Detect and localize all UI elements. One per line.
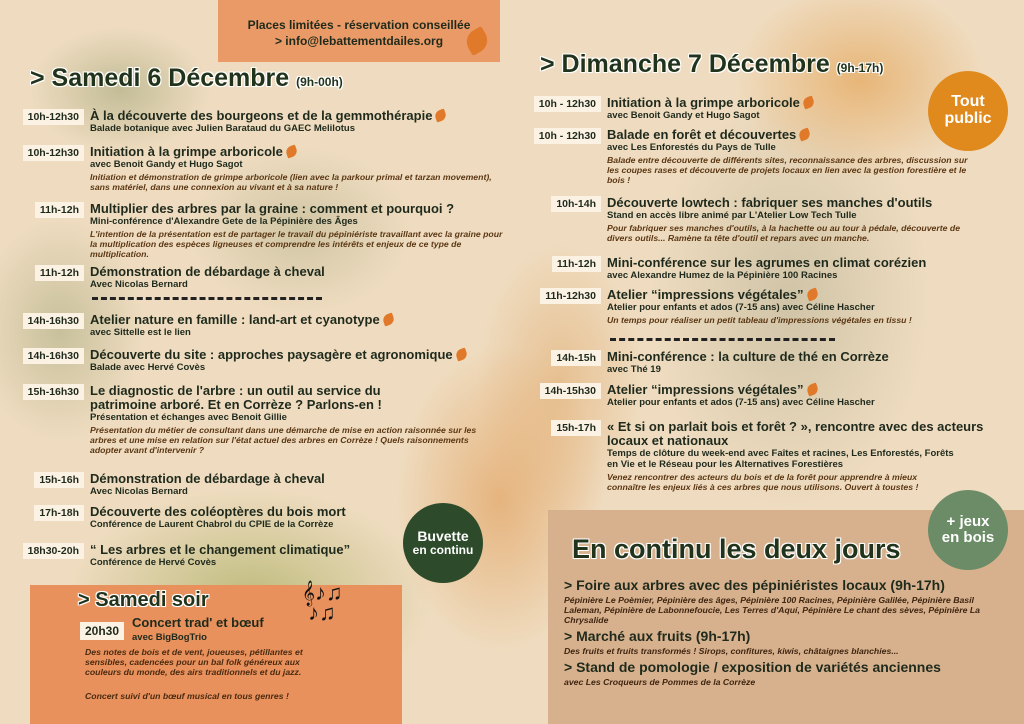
event-description: Initiation et démonstration de grimpe arboricole (lien avec la parkour primal et tarzan movement), sans matériel, dans une connexion au vivant et à sa nature ! xyxy=(90,172,492,192)
event xyxy=(27,383,477,455)
event xyxy=(27,144,510,192)
event-time: 15h-16h xyxy=(34,472,84,488)
notice-email: > info@lebattementdailes.org xyxy=(274,34,444,48)
event-title: Concert trad' et bœuf xyxy=(132,615,264,630)
event-subtitle: Avec Nicolas Bernard xyxy=(90,486,188,497)
event-title: Le diagnostic de l'arbre : un outil au service du patrimoine arboré. Et en Corrèze ? Parlons-en ! xyxy=(90,383,382,412)
saturday-hours: (9h-00h) xyxy=(296,75,343,89)
continuous-item-title: > Marché aux fruits (9h-17h) xyxy=(564,628,751,644)
event-title: Découverte du site : approches paysagère et agronomique xyxy=(90,347,453,362)
event-title: Atelier “impressions végétales” xyxy=(607,382,804,397)
event-time: 14h-16h30 xyxy=(23,348,84,364)
event-subtitle: Conférence de Laurent Chabrol du CPIE de la Corrèze xyxy=(90,519,334,530)
event-subtitle: Balade botanique avec Julien Barataud du GAEC Melilotus xyxy=(90,123,355,134)
event-title: Initiation à la grimpe arboricole xyxy=(90,144,283,159)
event-subtitle: Avec Nicolas Bernard xyxy=(90,279,188,290)
event-time: 10h-14h xyxy=(551,196,601,212)
divider xyxy=(610,338,835,341)
event-subtitle: avec Sittelle est le lien xyxy=(90,327,191,338)
continuous-item-title: > Foire aux arbres avec des pépiniéristes locaux (9h-17h) xyxy=(564,577,945,593)
buvette-badge xyxy=(403,503,483,583)
event-title: Balade en forêt et découvertes xyxy=(607,127,797,142)
event xyxy=(556,349,977,375)
continuous-item-title: > Stand de pomologie / exposition de variétés anciennes xyxy=(564,659,941,675)
leaf-icon xyxy=(801,95,815,109)
event xyxy=(545,287,977,325)
event-title: Atelier “impressions végétales” xyxy=(607,287,804,302)
badge-line: public xyxy=(944,110,992,127)
event xyxy=(556,195,977,243)
event-subtitle: avec Benoit Gandy et Hugo Sagot xyxy=(90,159,243,170)
event-time: 15h-16h30 xyxy=(23,384,84,400)
event-subtitle: avec Alexandre Humez de la Pépinière 100 Racines xyxy=(607,270,838,281)
event-subtitle: avec Thé 19 xyxy=(607,364,661,375)
event-title: “ Les arbres et le changement climatique” xyxy=(90,542,351,557)
event-title: Découverte des coléoptères du bois mort xyxy=(90,504,346,519)
leaf-icon xyxy=(284,144,298,158)
event-subtitle: Balade avec Hervé Covès xyxy=(90,362,206,373)
event xyxy=(39,264,510,290)
event-title: « Et si on parlait bois et forêt ? », rencontre avec des acteurs locaux et nationaux xyxy=(607,419,984,448)
event-title: Démonstration de débardage à cheval xyxy=(90,264,325,279)
leaf-icon xyxy=(381,312,395,326)
sunday-hours: (9h-17h) xyxy=(836,61,884,75)
event xyxy=(27,108,510,134)
event-description: Pour fabriquer ses manches d'outils, à la hachette ou au tour à pédale, découverte de divers outils... Ramène ta tête d'outil et repars avec un manche. xyxy=(607,223,961,243)
event xyxy=(544,382,977,408)
event-title: Démonstration de débardage à cheval xyxy=(90,471,325,486)
badge-line: en bois xyxy=(941,529,995,546)
continuous-item-desc: avec Les Croqueurs de Pommes de la Corrèze xyxy=(564,677,756,687)
event xyxy=(556,419,1002,492)
continuous-item-desc: Pépinière Le Poèmier, Pépinière des âges, Pépinière 100 Racines, Pépinière Galilée, Pépinière Basil Laleman, Pépinière de Labonnefoucie, Les Terres d'Aquí, Pépinière Le chant des sèves, Pépinière La Chrysalide xyxy=(564,595,980,625)
event-title: Atelier nature en famille : land-art et cyanotype xyxy=(90,312,380,327)
leaf-icon xyxy=(805,287,819,301)
event xyxy=(556,255,977,281)
event xyxy=(27,347,510,373)
continuous-list xyxy=(564,577,1014,687)
event-description: Balade entre découverte de différents sites, reconnaissance des arbres, discussion sur les coupes rases et découverte de projets locaux en lien avec la gestion forestière et le bois ! xyxy=(607,155,968,185)
event-description: Des notes de bois et de vent, joueuses, pétillantes et sensibles, cadencées pour un bal folk généreux aux couleurs du monde, des airs traditionnels et du jazz. xyxy=(85,647,303,677)
event-title: Découverte lowtech : fabriquer ses manches d'outils xyxy=(607,195,933,210)
saturday-evening-box xyxy=(30,580,402,724)
event xyxy=(39,471,510,497)
badge-line: en continu xyxy=(412,543,474,558)
event-time: 10h - 12h30 xyxy=(534,128,601,144)
event-subtitle: Temps de clôture du week-end avec Faîtes et racines, Les Enforestés, Forêts en Vie et le Réseau pour les Alternatives Forestières xyxy=(607,448,954,470)
tout-public-badge xyxy=(928,71,1008,151)
event-subtitle: avec BigBogTrio xyxy=(132,632,207,643)
event-subtitle: Stand en accès libre animé par L'Atelier Low Tech Tulle xyxy=(607,210,857,221)
event-time: 20h30 xyxy=(80,622,124,640)
event-time: 11h-12h30 xyxy=(540,288,601,304)
event-subtitle: Présentation et échanges avec Benoit Gillie xyxy=(90,412,287,423)
event xyxy=(538,95,977,121)
event-subtitle: Atelier pour enfants et ados (7-15 ans) avec Céline Hascher xyxy=(607,302,875,313)
event-time: 10h-12h30 xyxy=(23,145,84,161)
event-description: Concert suivi d'un bœuf musical en tous genres ! xyxy=(85,691,289,701)
event xyxy=(27,312,510,338)
event-description: Venez rencontrer des acteurs du bois et de la forêt pour apprendre à mieux connaître les enjeux liés à ces arbres que nous utilisons. Ouvert à toustes ! xyxy=(607,472,919,492)
divider xyxy=(92,297,322,300)
badge-line: Buvette xyxy=(417,528,469,545)
saturday-title: > Samedi 6 Décembre xyxy=(30,64,290,92)
continuous-item-desc: Des fruits et fruits transformés ! Sirops, confitures, kiwis, châtaignes blanchies... xyxy=(564,646,899,656)
leaf-icon xyxy=(434,108,448,122)
event-description: Un temps pour réaliser un petit tableau d'impressions végétales en tissu ! xyxy=(607,315,912,325)
event-time: 14h-16h30 xyxy=(23,313,84,329)
event-subtitle: Conférence de Hervé Covès xyxy=(90,557,217,568)
evening-heading: > Samedi soir xyxy=(78,589,209,611)
event-time: 11h-12h xyxy=(35,265,84,281)
notice-line: Places limitées - réservation conseillée xyxy=(247,18,471,32)
event xyxy=(538,127,977,185)
leaf-icon xyxy=(454,347,468,361)
event-title: Initiation à la grimpe arboricole xyxy=(607,95,800,110)
sunday-heading xyxy=(540,50,883,79)
event xyxy=(39,201,510,259)
saturday-heading xyxy=(30,64,343,93)
event-description: L'intention de la présentation est de partager le travail du pépiniériste travaillant avec la graine pour la multiplication des espèces ligneuses et comprendre les intérêts et enjeux de ce type de multiplication. xyxy=(90,229,503,259)
event-time: 10h - 12h30 xyxy=(534,96,601,112)
event-subtitle: Atelier pour enfants et ados (7-15 ans) avec Céline Hascher xyxy=(607,397,875,408)
leaf-icon xyxy=(805,382,819,396)
reservation-notice xyxy=(218,0,500,62)
badge-line: Tout xyxy=(951,93,985,111)
leaf-icon xyxy=(798,127,812,141)
event-time: 15h-17h xyxy=(551,420,601,436)
event-time: 14h-15h xyxy=(551,350,601,366)
event-subtitle: avec Les Enforestés du Pays de Tulle xyxy=(607,142,776,153)
sunday-title: > Dimanche 7 Décembre xyxy=(540,50,830,78)
event-time: 10h-12h30 xyxy=(23,109,84,125)
event-time: 17h-18h xyxy=(34,505,84,521)
jeux-en-bois-badge xyxy=(928,490,1008,570)
event-subtitle: avec Benoit Gandy et Hugo Sagot xyxy=(607,110,760,121)
badge-line: + jeux xyxy=(946,513,990,531)
music-notes-icon: 𝄞♪♫ ♪♫ xyxy=(302,580,343,625)
event-time: 11h-12h xyxy=(552,256,601,272)
event-time: 18h30-20h xyxy=(23,543,84,559)
event-title: À la découverte des bourgeons et de la gemmothérapie xyxy=(90,108,433,123)
event-description: Présentation du métier de consultant dans une démarche de mise en action raisonnée sur les arbres et une mise en relation sur l'état actuel des arbres en Corrèze ! Quels raisonnements adopter avant d'intervenir ? xyxy=(90,425,477,455)
event-time: 11h-12h xyxy=(35,202,84,218)
event-title: Mini-conférence : la culture de thé en Corrèze xyxy=(607,349,889,364)
event-time: 14h-15h30 xyxy=(540,383,601,399)
event-subtitle: Mini-conférence d'Alexandre Gete de la Pépinière des Âges xyxy=(90,216,358,227)
continuous-heading: En continu les deux jours xyxy=(572,534,901,564)
event-title: Mini-conférence sur les agrumes en climat corézien xyxy=(607,255,927,270)
event-title: Multiplier des arbres par la graine : comment et pourquoi ? xyxy=(90,201,455,216)
